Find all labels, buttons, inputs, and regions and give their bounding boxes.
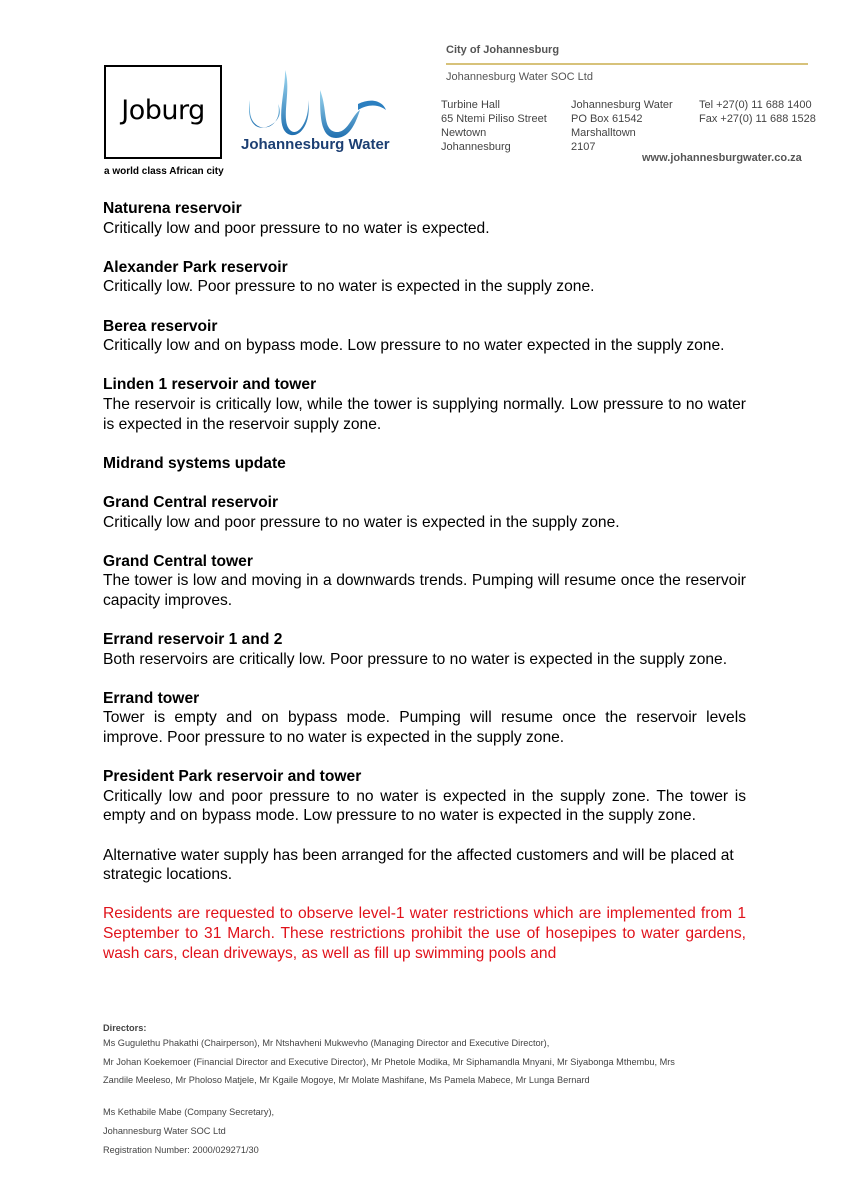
restrictions-notice: Residents are requested to observe level-1 water restrictions which are implemented from 1 September to 31 March. These restrictions prohibit the use of hosepipes to water gardens, wash cars, clean driveways, as well as fill up swimming pools and <box>103 905 746 962</box>
street-address <box>441 98 547 154</box>
postal-line: Johannesburg Water <box>571 99 673 111</box>
directors-line: Mr Johan Koekemoer (Financial Director and Executive Director), Mr Phetole Modika, Mr Siphamandla Mnyani, Mr Siyabonga Mthembu, Mrs <box>103 1056 675 1067</box>
section-naturena <box>103 199 746 238</box>
directors-label: Directors: <box>103 1023 147 1033</box>
section-text: Both reservoirs are critically low. Poor pressure to no water is expected in the supply zone. <box>103 650 728 668</box>
company-name: Johannesburg Water SOC Ltd <box>446 71 593 83</box>
section-heading: Grand Central reservoir <box>103 493 279 511</box>
section-heading: Errand tower <box>103 689 200 707</box>
section-text: The tower is low and moving in a downwards trends. Pumping will resume once the reservoir capacity improves. <box>103 572 746 609</box>
section-linden <box>103 375 746 434</box>
address-line: Newtown <box>441 127 487 139</box>
section-text: The reservoir is critically low, while the tower is supplying normally. Low pressure to no water is expected in the reservoir supply zone. <box>103 395 746 433</box>
company-secretary: Ms Kethabile Mabe (Company Secretary), <box>103 1107 275 1117</box>
section-grand-central-reservoir <box>103 493 746 532</box>
alternative-supply-text: Alternative water supply has been arranged for the affected customers and will be placed at strategic locations. <box>103 846 734 884</box>
joburg-logo-word: Joburg <box>121 95 205 126</box>
section-text: Critically low and poor pressure to no water is expected. <box>103 219 490 237</box>
section-heading: Errand reservoir 1 and 2 <box>103 631 283 649</box>
section-text: Critically low. Poor pressure to no water is expected in the supply zone. <box>103 278 595 296</box>
address-line: Johannesburg <box>441 141 511 153</box>
section-heading: President Park reservoir and tower <box>103 768 362 786</box>
directors-block <box>103 1022 743 1090</box>
joburg-tagline: a world class African city <box>104 166 224 177</box>
postal-address <box>571 98 673 154</box>
section-errand-reservoir <box>103 630 746 669</box>
document-body <box>103 199 746 963</box>
address-line: 65 Ntemi Piliso Street <box>441 113 547 125</box>
section-president-park <box>103 767 746 826</box>
section-berea <box>103 317 746 356</box>
footer-company: Johannesburg Water SOC Ltd <box>103 1126 226 1136</box>
fax-number: Fax +27(0) 11 688 1528 <box>699 113 816 125</box>
contact-numbers <box>699 98 816 126</box>
joburg-logo <box>104 65 222 159</box>
section-alexander-park <box>103 258 746 297</box>
tel-number: Tel +27(0) 11 688 1400 <box>699 99 812 111</box>
section-grand-central-tower <box>103 552 746 611</box>
directors-line: Ms Gugulethu Phakathi (Chairperson), Mr Ntshavheni Mukwevho (Managing Director and Executive Director), <box>103 1038 550 1048</box>
header-divider <box>446 63 808 65</box>
section-errand-tower <box>103 689 746 748</box>
section-text: Critically low and poor pressure to no water is expected in the supply zone. The tower is empty and on bypass mode. Low pressure to no water is expected in the supply zone. <box>103 787 746 825</box>
johannesburg-water-name: Johannesburg Water <box>241 136 390 153</box>
directors-line: Zandile Meeleso, Mr Pholoso Matjele, Mr Kgaile Mogoye, Mr Molate Mashifane, Ms Pamela Mabece, Mr Lunga Bernard <box>103 1075 590 1086</box>
section-heading: Grand Central tower <box>103 552 253 570</box>
section-midrand-update <box>103 454 746 474</box>
section-heading: Midrand systems update <box>103 454 286 472</box>
website-link[interactable]: www.johannesburgwater.co.za <box>642 152 802 164</box>
section-text: Tower is empty and on bypass mode. Pumping will resume once the reservoir levels improve. Poor pressure to no water is expected in the supply zone. <box>103 709 746 747</box>
postal-line: 2107 <box>571 141 596 153</box>
section-heading: Alexander Park reservoir <box>103 258 288 276</box>
postal-line: Marshalltown <box>571 127 636 139</box>
section-heading: Naturena reservoir <box>103 200 242 217</box>
city-name: City of Johannesburg <box>446 44 560 56</box>
section-heading: Linden 1 reservoir and tower <box>103 376 317 394</box>
address-line: Turbine Hall <box>441 99 500 111</box>
section-text: Critically low and on bypass mode. Low pressure to no water expected in the supply zone. <box>103 337 725 355</box>
section-text: Critically low and poor pressure to no water is expected in the supply zone. <box>103 513 620 531</box>
section-heading: Berea reservoir <box>103 317 218 335</box>
postal-line: PO Box 61542 <box>571 113 643 125</box>
registration-number: Registration Number: 2000/029271/30 <box>103 1145 259 1155</box>
